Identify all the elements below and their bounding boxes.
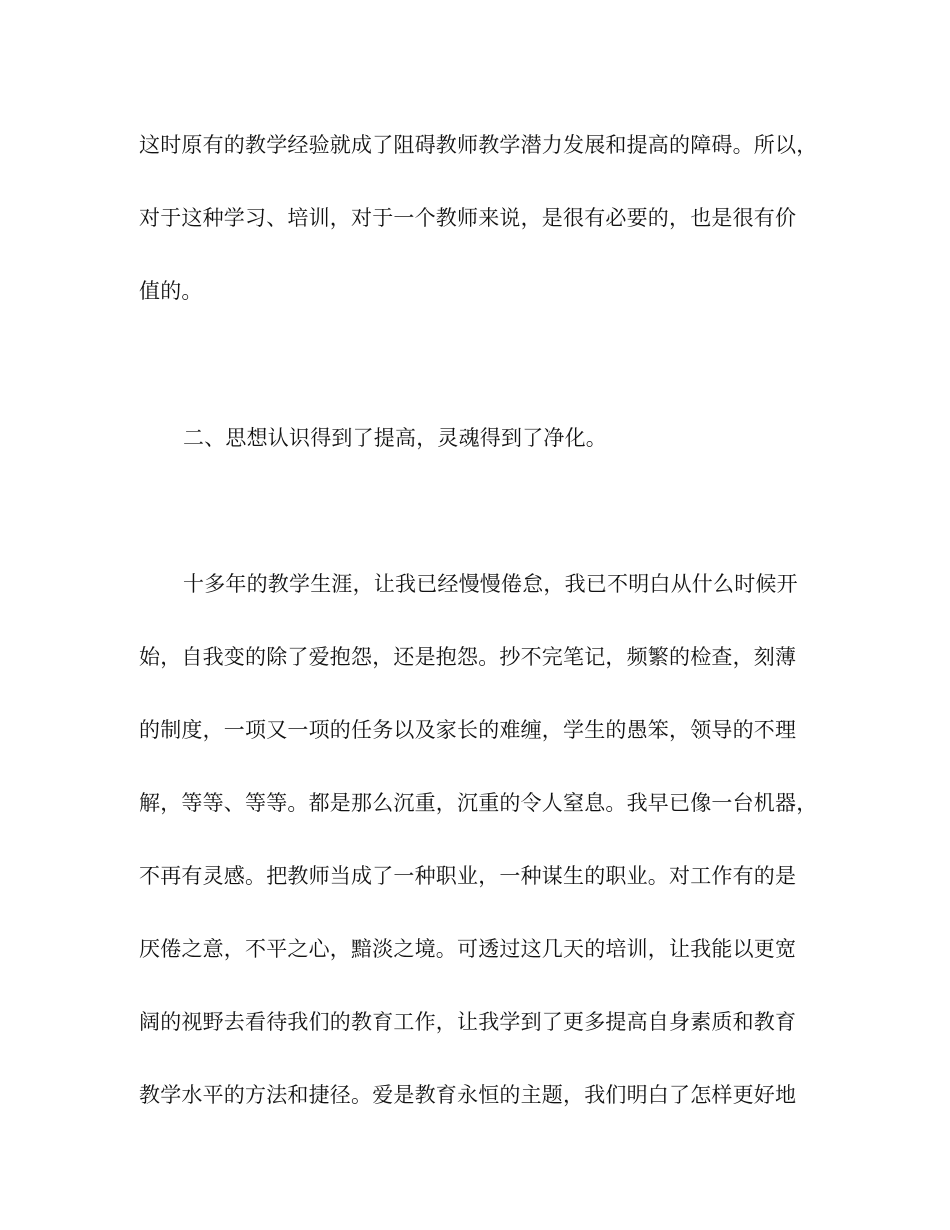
text-line: 解，等等、等等。都是那么沉重，沉重的令人窒息。我早已像一台机器，: [139, 791, 818, 815]
text-line: 值的。: [139, 279, 203, 303]
text-line: 阔的视野去看待我们的教育工作，让我学到了更多提高自身素质和教育: [139, 1010, 797, 1034]
text-line: 始，自我变的除了爱抱怨，还是抱怨。抄不完笔记，频繁的检查，刻薄: [139, 645, 797, 669]
text-line: 教学水平的方法和捷径。爱是教育永恒的主题，我们明白了怎样更好地: [139, 1083, 797, 1107]
text-line: 这时原有的教学经验就成了阻碍教师教学潜力发展和提高的障碍。所以，: [139, 133, 818, 157]
text-line: 十多年的教学生涯，让我已经慢慢倦怠，我已不明白从什么时候开: [183, 572, 798, 596]
text-line: 对于这种学习、培训，对于一个教师来说，是很有必要的，也是很有价: [139, 206, 797, 230]
text-line: 的制度，一项又一项的任务以及家长的难缠，学生的愚笨，领导的不理: [139, 718, 797, 742]
text-line: 不再有灵感。把教师当成了一种职业，一种谋生的职业。对工作有的是: [139, 864, 797, 888]
section-heading: 二、思想认识得到了提高，灵魂得到了净化。: [183, 426, 607, 450]
text-line: 厌倦之意，不平之心，黯淡之境。可透过这几天的培训，让我能以更宽: [139, 937, 797, 961]
